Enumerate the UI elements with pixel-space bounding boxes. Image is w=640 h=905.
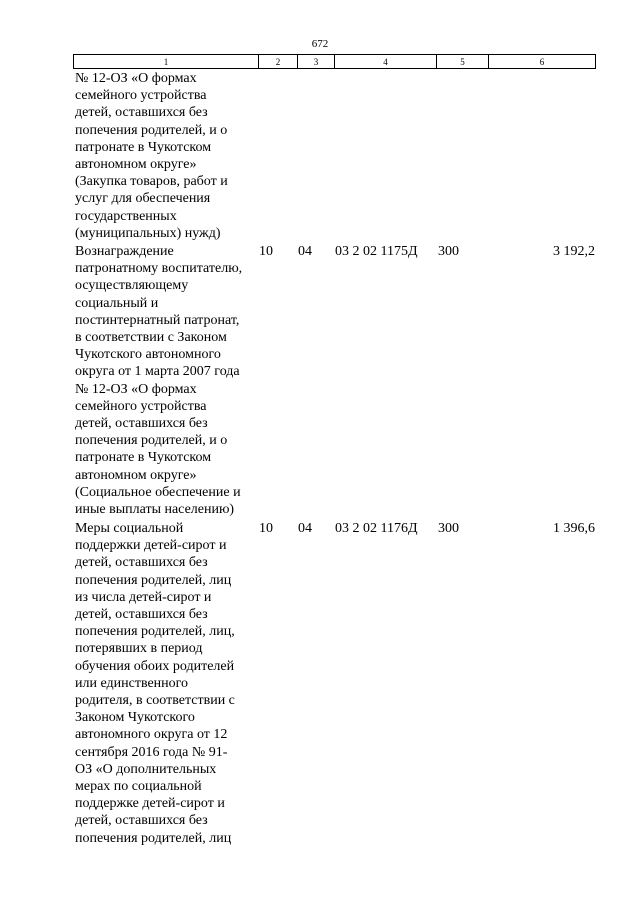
- description-line: № 12-ОЗ «О формах: [75, 71, 197, 86]
- description-line: Чукотского автономного: [75, 347, 221, 363]
- description-line: детей, оставшихся без: [75, 607, 208, 623]
- description-line: мерах по социальной: [75, 779, 202, 795]
- row-amount: 3 192,2: [553, 244, 595, 259]
- description-line: Меры социальной: [75, 521, 184, 536]
- header-col-3: 3: [298, 55, 335, 69]
- description-line: автономном округе»: [75, 157, 197, 173]
- row-subsection-code: 04: [298, 244, 312, 259]
- description-line: автономном округе»: [75, 467, 197, 483]
- description-line: услуг для обеспечения: [75, 191, 211, 207]
- page-number: 672: [311, 38, 329, 50]
- row-section-code: 10: [259, 521, 273, 536]
- row-amount: 1 396,6: [553, 521, 595, 536]
- description-line: (Закупка товаров, работ и: [75, 174, 228, 190]
- description-line: № 12-ОЗ «О формах: [75, 381, 197, 397]
- row-target-article-code: 03 2 02 1176Д: [335, 521, 418, 536]
- row-subsection-code: 04: [298, 521, 312, 536]
- description-line: детей, оставшихся без: [75, 105, 208, 121]
- continuation-description: [75, 70, 260, 242]
- description-line: ОЗ «О дополнительных: [75, 761, 217, 777]
- description-line: автономного округа от 12: [75, 727, 228, 743]
- description-line: попечения родителей, лиц: [75, 830, 232, 846]
- row-section-code: 10: [259, 244, 273, 259]
- header-row: [74, 55, 596, 69]
- description-line: или единственного: [75, 675, 189, 691]
- description-line: из числа детей-сирот и: [75, 589, 212, 605]
- header-col-5: 5: [437, 55, 489, 69]
- description-line: иные выплаты населению): [75, 502, 235, 518]
- description-line: поддержке детей-сирот и: [75, 796, 225, 812]
- description-line: попечения родителей, и о: [75, 433, 228, 449]
- header-col-4: 4: [335, 55, 437, 69]
- description-line: Вознаграждение: [75, 244, 174, 259]
- description-line: детей, оставшихся без: [75, 555, 208, 571]
- description-line: Законом Чукотского: [75, 710, 195, 726]
- header-col-6: 6: [489, 55, 596, 69]
- description-line: поддержки детей-сирот и: [75, 538, 227, 554]
- description-line: патронате в Чукотском: [75, 450, 212, 466]
- description-line: обучения обоих родителей: [75, 658, 235, 674]
- description-line: семейного устройства: [75, 398, 207, 414]
- description-line: осуществляющему: [75, 278, 189, 294]
- description-line: семейного устройства: [75, 88, 207, 104]
- row-expense-type-code: 300: [438, 521, 459, 536]
- row-description: [75, 520, 260, 847]
- description-line: государственных: [75, 208, 177, 224]
- description-line: социальный и: [75, 295, 159, 311]
- description-line: детей, оставшихся без: [75, 813, 208, 829]
- row-description: [75, 243, 260, 518]
- description-line: патронате в Чукотском: [75, 139, 212, 155]
- description-line: сентября 2016 года № 91-: [75, 744, 228, 760]
- description-line: попечения родителей, лиц,: [75, 624, 235, 640]
- column-number-header: [73, 54, 596, 69]
- header-col-2: 2: [259, 55, 298, 69]
- description-line: (Социальное обеспечение и: [75, 484, 241, 500]
- description-line: детей, оставшихся без: [75, 416, 208, 432]
- header-col-1: 1: [74, 55, 259, 69]
- description-line: патронатному воспитателю,: [75, 261, 243, 277]
- row-expense-type-code: 300: [438, 244, 459, 259]
- description-line: в соответствии с Законом: [75, 330, 227, 346]
- row-target-article-code: 03 2 02 1175Д: [335, 244, 418, 259]
- description-line: потерявших в период: [75, 641, 203, 657]
- description-line: попечения родителей, и о: [75, 122, 228, 138]
- description-line: постинтернатный патронат,: [75, 312, 240, 328]
- description-line: попечения родителей, лиц: [75, 572, 232, 588]
- description-line: округа от 1 марта 2007 года: [75, 364, 240, 380]
- description-line: (муниципальных) нужд): [75, 225, 221, 241]
- description-line: родителя, в соответствии с: [75, 693, 235, 709]
